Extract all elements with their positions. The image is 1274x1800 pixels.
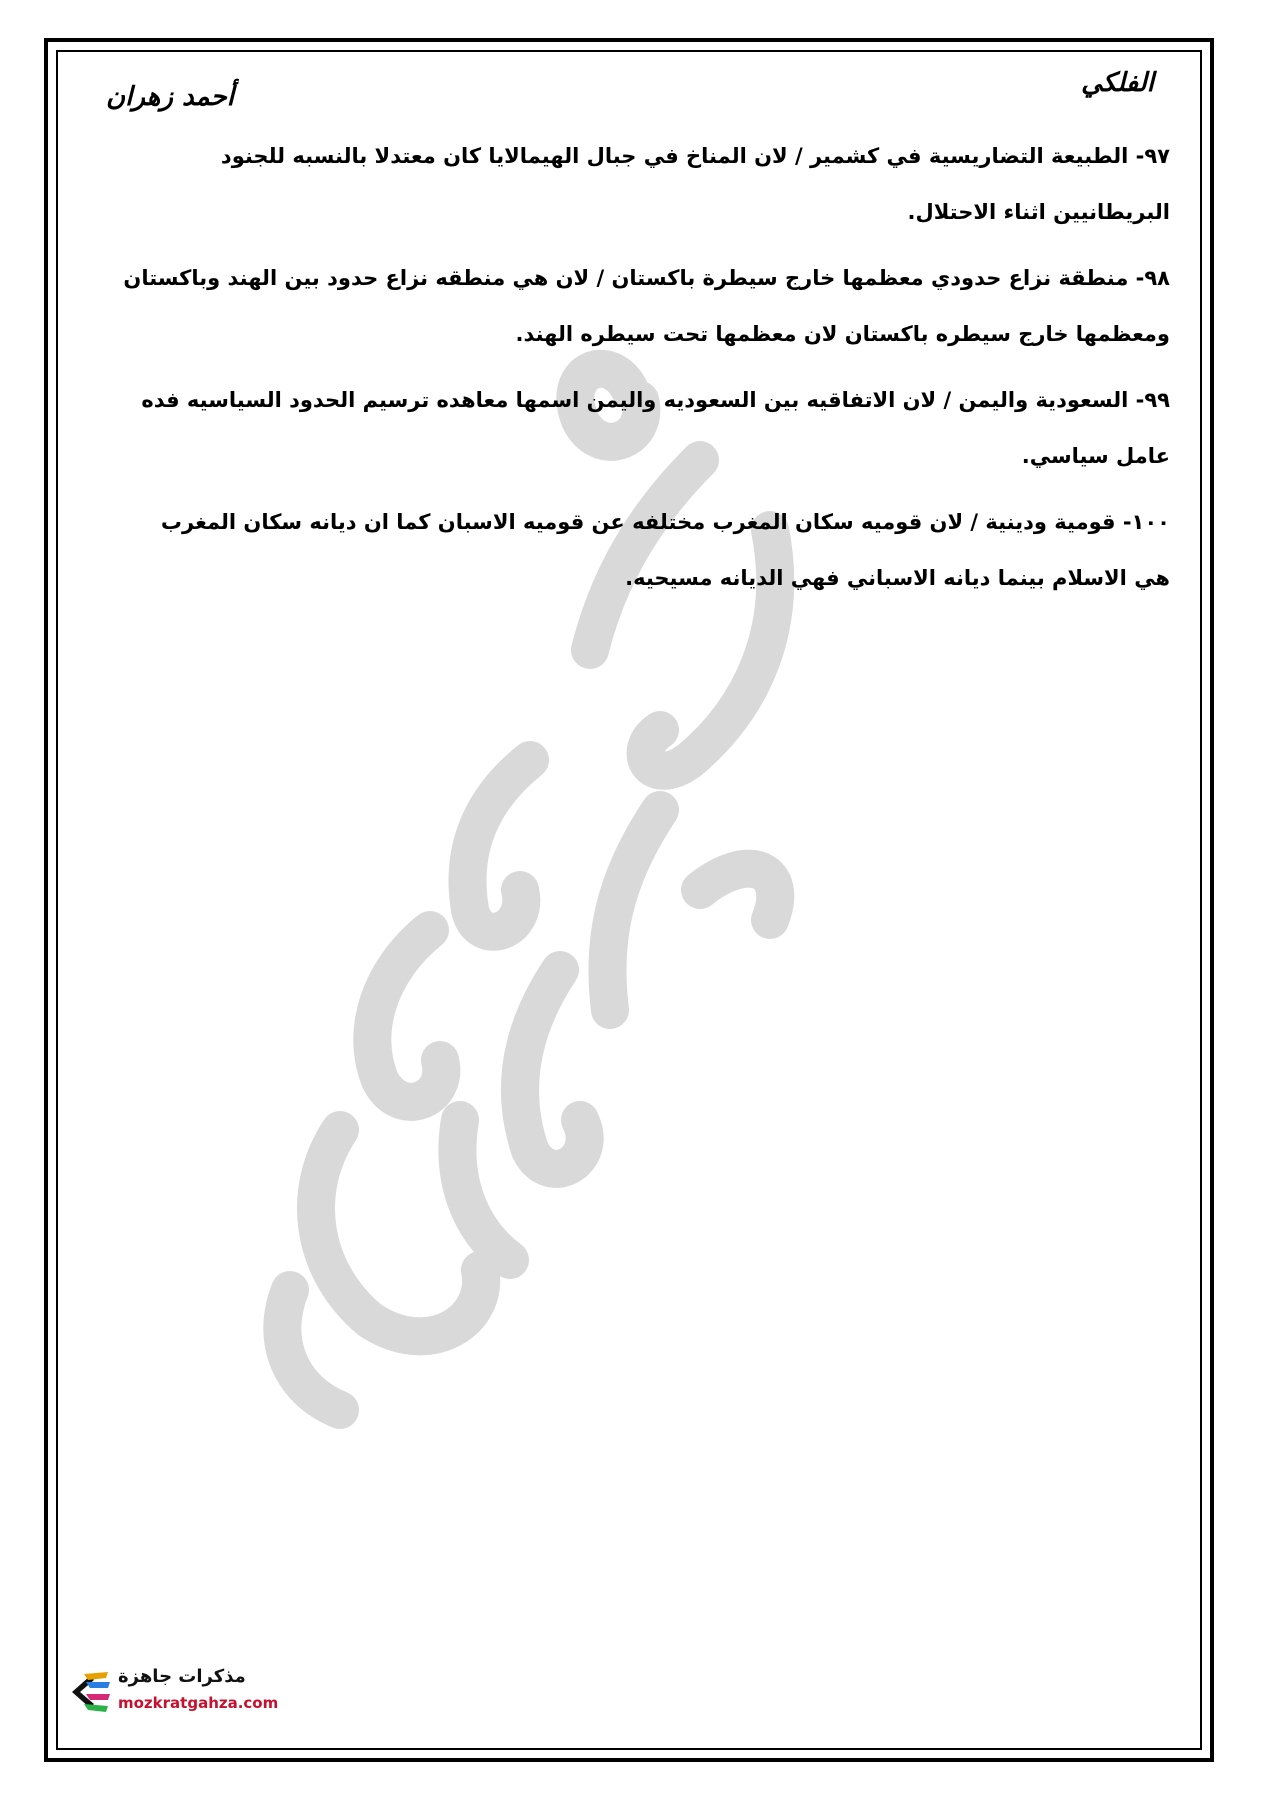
header-author-label: أحمد زهران [106, 82, 234, 112]
answers-list [120, 128, 1170, 616]
footer-logo [68, 1660, 288, 1730]
answer-item-100: ١٠٠- قومية ودينية / لان قوميه سكان المغرب مختلفه عن قوميه الاسبان كما ان ديانه سكان المغرب هي الاسلام بينما ديانه الاسباني فهي الديانه مسيحيه. [160, 510, 1170, 590]
logo-title: مذكرات جاهزة [118, 1666, 246, 1687]
answer-item-98: ٩٨- منطقة نزاع حدودي معظمها خارج سيطرة باكستان / لان هي منطقه نزاع حدود بين الهند وباكستان ومعظمها خارج سيطره باكستان لان معظمها تحت سيطره الهند. [123, 266, 1170, 346]
logo-mark-icon [68, 1668, 114, 1714]
answer-item-97: ٩٧- الطبيعة التضاريسية في كشمير / لان المناخ في جبال الهيمالايا كان معتدلا بالنسبه للجنود البريطانيين اثناء الاحتلال. [220, 144, 1170, 224]
answer-item-99: ٩٩- السعودية واليمن / لان الاتفاقيه بين السعوديه واليمن اسمها معاهده ترسيم الحدود السياسيه فده عامل سياسي. [141, 388, 1170, 468]
logo-url: mozkratgahza.com [118, 1694, 279, 1712]
header-subject-label: الفلكي [1081, 68, 1154, 98]
